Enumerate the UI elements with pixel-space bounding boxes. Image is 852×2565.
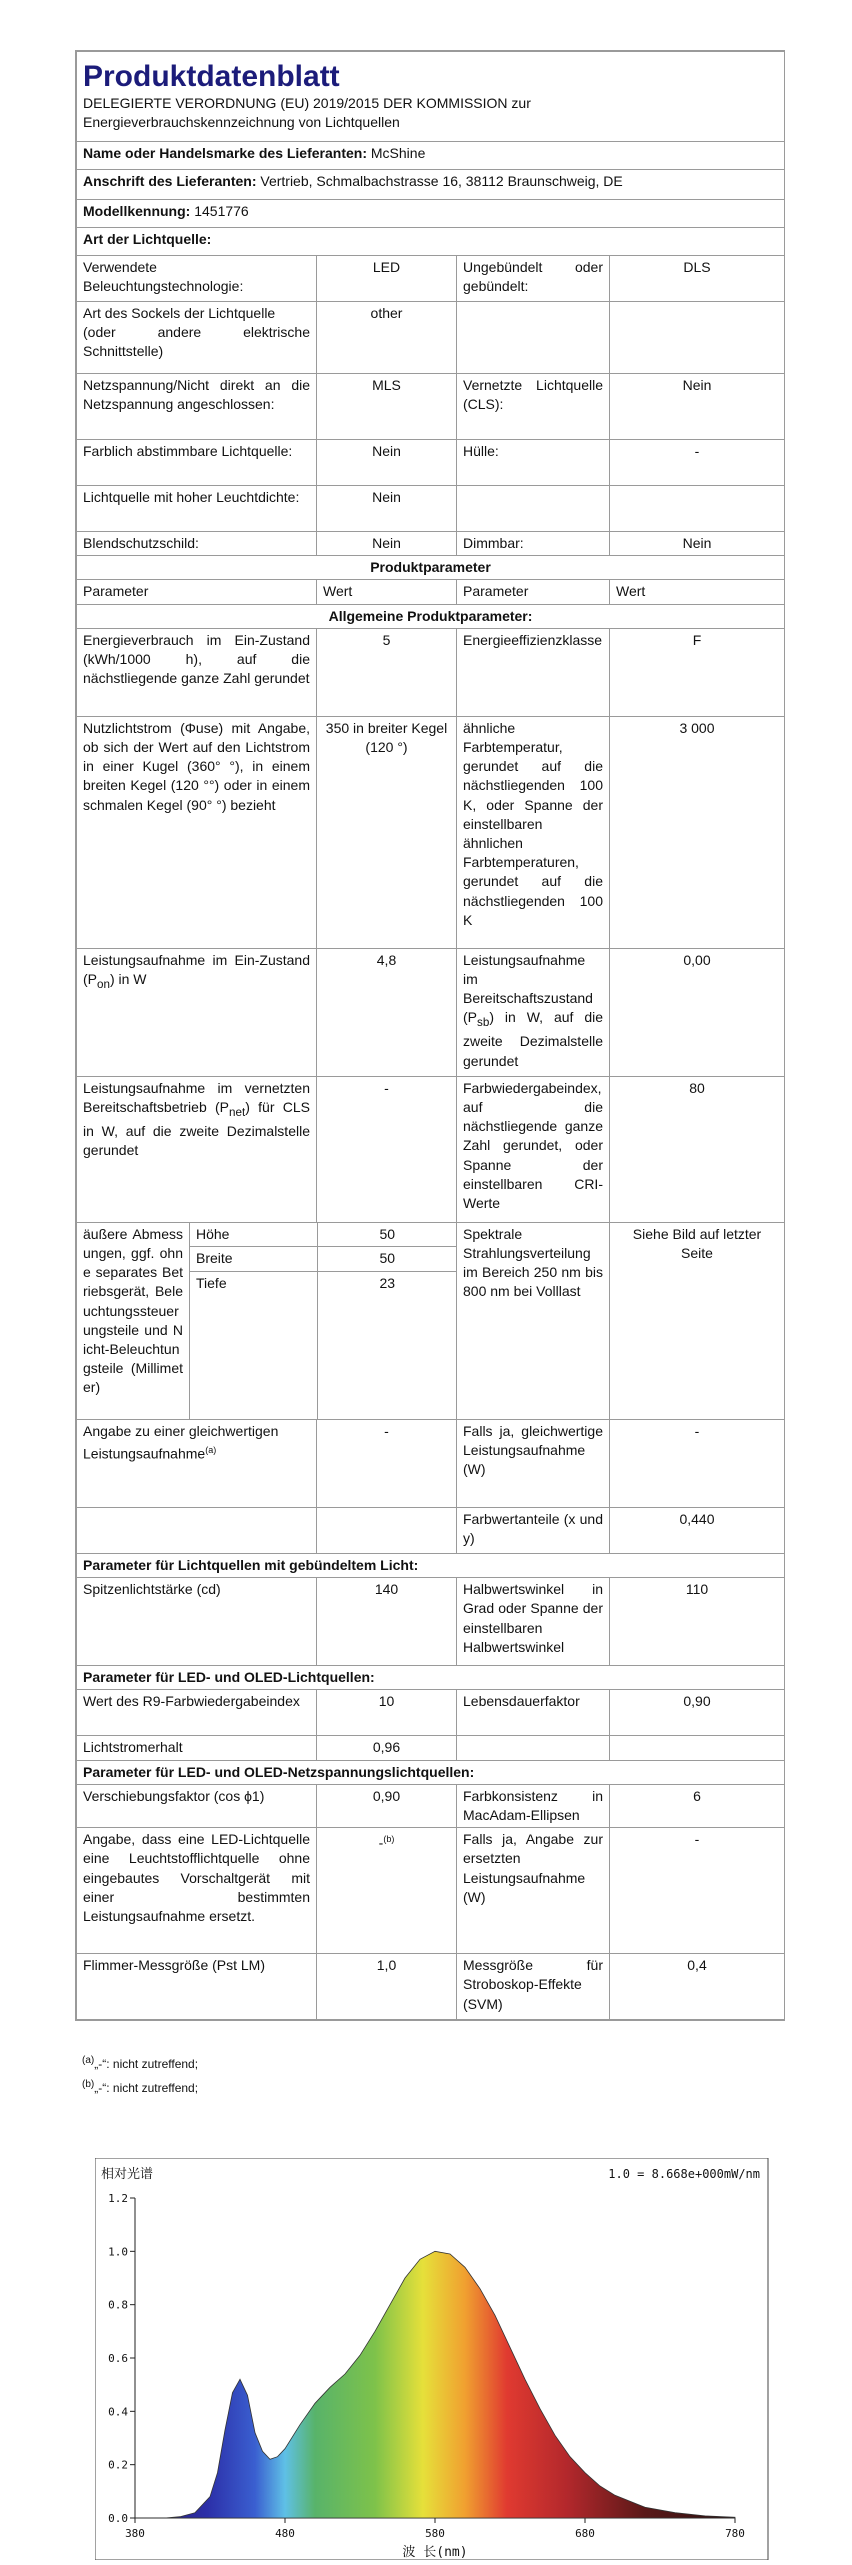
mains-value: MLS	[317, 374, 457, 440]
pnet-value: -	[317, 1076, 457, 1222]
tech-value: LED	[317, 256, 457, 302]
chart-title: 相对光谱	[101, 2167, 154, 2182]
y-tick-label: 1.2	[108, 2192, 128, 2205]
r9-label: Wert des R9-Farbwiedergabeindex	[77, 1690, 317, 1736]
regulation-line-2: Energieverbrauchskennzeichnung von Lichtquellen	[83, 114, 400, 130]
spd-value: Siehe Bild auf letzter Seite	[610, 1222, 785, 1419]
equivalent-value: -	[317, 1420, 457, 1508]
empty-cell	[610, 1736, 785, 1760]
equivalent-power-label: Falls ja, gleichwertige Leistungsaufnahme (W)	[457, 1420, 610, 1508]
supplier-name-row	[77, 142, 785, 170]
height-value: 50	[317, 1223, 457, 1247]
replacement-power-label: Falls ja, Angabe zur ersetzten Leistungsaufnahme (W)	[457, 1828, 610, 1954]
cls-value: Nein	[610, 374, 785, 440]
lumen-maintenance-value: 0,96	[317, 1736, 457, 1760]
regulation-line-1: DELEGIERTE VERORDNUNG (EU) 2019/2015 DER KOMMISSION zur	[83, 95, 531, 111]
beam-angle-label: Halbwertswinkel in Grad oder Spanne der einstellbaren Halbwertswinkel	[457, 1578, 610, 1666]
beam-angle-value: 110	[610, 1578, 785, 1666]
spectrum-chart-svg	[95, 2158, 775, 2560]
cct-label: ähnliche Farbtemperatur, gerundet auf die nächstliegenden 100 K, oder Spanne der einstellbaren ähnlichen Farbtemperaturen, gerundet auf die nächstliegenden 100 K	[457, 716, 610, 948]
y-tick-label: 0.6	[108, 2352, 128, 2365]
svm-value: 0,4	[610, 1954, 785, 2020]
svm-label: Messgröße für Stroboskop-Effekte (SVM)	[457, 1954, 610, 2020]
width-value: 50	[317, 1247, 457, 1271]
dimensions-table	[190, 1223, 457, 1419]
peak-intensity-value: 140	[317, 1578, 457, 1666]
flux-label: Nutzlichtstrom (Φuse) mit Angabe, ob sich der Wert auf den Lichtstrom in einer Kugel (360° °), in einem breiten Kegel (120 °°) oder in einem schmalen Kegel (90° °) bezieht	[77, 716, 317, 948]
page-title: Produktdatenblatt	[83, 60, 340, 93]
lightsource-heading: Art der Lichtquelle:	[77, 228, 785, 256]
spectrum-area	[135, 2251, 735, 2518]
empty-cell	[317, 1508, 457, 1554]
lifetime-factor-label: Lebensdauerfaktor	[457, 1690, 610, 1736]
equivalent-power-value: -	[610, 1420, 785, 1508]
energy-on-value: 5	[317, 628, 457, 716]
focus-value: DLS	[610, 256, 785, 302]
lumen-maintenance-label: Lichtstromerhalt	[77, 1736, 317, 1760]
replacement-value: -$^{(b)}$	[317, 1828, 457, 1954]
glare-value: Nein	[317, 532, 457, 556]
pnet-label: Leistungsaufnahme im vernetzten Bereitschaftsbetrieb $(P_{net})$ für CLS in W, auf die zweite Dezimalstelle gerundet	[77, 1076, 317, 1222]
spectrum-chart	[95, 2158, 775, 2560]
cosphi-label: Verschiebungsfaktor (cos ϕ1)	[77, 1784, 317, 1827]
empty-cell	[77, 1508, 317, 1554]
macadam-label: Farbkonsistenz in MacAdam-Ellipsen	[457, 1784, 610, 1827]
empty-cell	[457, 302, 610, 374]
y-tick-label: 1.0	[108, 2245, 128, 2259]
x-tick-label: 380	[125, 2527, 145, 2540]
general-params-heading: Allgemeine Produktparameter:	[77, 604, 785, 628]
depth-value: 23	[317, 1271, 457, 1419]
dimensions-cell	[190, 1222, 457, 1419]
y-tick-label: 0.8	[108, 2298, 128, 2312]
replacement-label: Angabe, dass eine LED-Lichtquelle eine Leuchtstofflichtquelle ohne eingebautes Vorschaltgerät mit einer bestimmten Leistungsaufnahme ersetzt.	[77, 1828, 317, 1954]
socket-label	[77, 302, 317, 374]
x-tick-label: 480	[275, 2527, 295, 2540]
footnote-b: $^{(b)}$„-“: nicht zutreffend;	[82, 2079, 199, 2095]
envelope-label: Hülle:	[457, 440, 610, 486]
led-heading: Parameter für LED- und OLED-Lichtquellen:	[77, 1666, 785, 1690]
replacement-power-value: -	[610, 1828, 785, 1954]
flicker-label: Flimmer-Messgröße (Pst LM)	[77, 1954, 317, 2020]
focus-label: Ungebündelt oder gebündelt:	[457, 256, 610, 302]
r9-value: 10	[317, 1690, 457, 1736]
y-tick-label: 0.4	[108, 2405, 128, 2419]
chart-xlabel: 波 长(nm)	[402, 2545, 468, 2560]
pon-label: Leistungsaufnahme im Ein-Zustand $(P_{on})$ in W	[77, 948, 317, 1076]
product-data-sheet	[75, 50, 785, 2021]
mains-label: Netzspannung/Nicht direkt an die Netzspannung angeschlossen:	[77, 374, 317, 440]
width-label: Breite	[190, 1247, 317, 1271]
dimmable-label: Dimmbar:	[457, 532, 610, 556]
col-header-value: Wert	[317, 580, 457, 604]
efficiency-class-label: Energieeffizienzklasse	[457, 628, 610, 716]
socket-label-line-2: (oder andere elektrische Schnittstelle)	[83, 324, 310, 360]
socket-value: other	[317, 302, 457, 374]
model-label: Modellkennung:	[83, 203, 191, 219]
footnote-a: $^{(a)}$„-“: nicht zutreffend;	[82, 2055, 199, 2071]
lifetime-factor-value: 0,90	[610, 1690, 785, 1736]
peak-intensity-label: Spitzenlichtstärke (cd)	[77, 1578, 317, 1666]
efficiency-class-value: F	[610, 628, 785, 716]
sheet-header	[77, 52, 785, 142]
macadam-value: 6	[610, 1784, 785, 1827]
empty-cell	[610, 486, 785, 532]
col-header-parameter: Parameter	[457, 580, 610, 604]
mains-led-heading: Parameter für LED- und OLED-Netzspannungslichtquellen:	[77, 1760, 785, 1784]
chromaticity-label: Farbwertanteile (x und y)	[457, 1508, 610, 1554]
empty-cell	[610, 302, 785, 374]
pon-value: 4,8	[317, 948, 457, 1076]
y-tick-label: 0.2	[108, 2458, 128, 2472]
supplier-name-value: McShine	[370, 145, 426, 161]
energy-on-label: Energieverbrauch im Ein-Zustand (kWh/1000 h), auf die nächstliegende ganze Zahl gerundet	[77, 628, 317, 716]
socket-label-line-1: Art des Sockels der Lichtquelle	[83, 305, 276, 321]
product-params-heading: Produktparameter	[77, 556, 785, 580]
supplier-address-row	[77, 170, 785, 200]
spd-label: Spektrale Strahlungsverteilung im Bereich 250 nm bis 800 nm bei Volllast	[457, 1222, 610, 1419]
high-luminance-label: Lichtquelle mit hoher Leuchtdichte:	[77, 486, 317, 532]
col-header-parameter: Parameter	[77, 580, 317, 604]
data-sheet-table	[76, 51, 785, 2020]
x-tick-label: 580	[425, 2527, 445, 2540]
cri-label: Farbwiedergabeindex, auf die nächstliegende ganze Zahl gerundet, oder Spanne der einstellbaren CRI-Werte	[457, 1076, 610, 1222]
col-header-value: Wert	[610, 580, 785, 604]
dimensions-label: äußere Abmessungen, ggf. ohne separates Betriebsgerät, Beleuchtungssteuerungsteile und Nicht-Beleuchtungsteile (Millimeter)	[77, 1222, 190, 1419]
cosphi-value: 0,90	[317, 1784, 457, 1827]
height-label: Höhe	[190, 1223, 317, 1247]
psb-value: 0,00	[610, 948, 785, 1076]
depth-label: Tiefe	[190, 1271, 317, 1419]
supplier-name-label: Name oder Handelsmarke des Lieferanten:	[83, 145, 367, 161]
supplier-address-label: Anschrift des Lieferanten:	[83, 173, 257, 189]
cls-label: Vernetzte Lichtquelle (CLS):	[457, 374, 610, 440]
supplier-address-value: Vertrieb, Schmalbachstrasse 16, 38112 Braunschweig, DE	[260, 173, 623, 189]
dimmable-value: Nein	[610, 532, 785, 556]
envelope-value: -	[610, 440, 785, 486]
glare-label: Blendschutzschild:	[77, 532, 317, 556]
x-tick-label: 780	[725, 2527, 745, 2540]
empty-cell	[457, 486, 610, 532]
color-tunable-value: Nein	[317, 440, 457, 486]
chart-annotation: 1.0 = 8.668e+000mW/nm	[608, 2167, 760, 2181]
tech-label: Verwendete Beleuchtungstechnologie:	[77, 256, 317, 302]
psb-label: Leistungsaufnahme im Bereitschaftszustand $(P_{sb})$ in W, auf die zweite Dezimalstelle gerundet	[457, 948, 610, 1076]
model-row	[77, 200, 785, 228]
x-tick-label: 680	[575, 2527, 595, 2540]
model-value: 1451776	[194, 203, 249, 219]
y-tick-label: 0.0	[108, 2512, 128, 2525]
chromaticity-value: 0,440	[610, 1508, 785, 1554]
cct-value: 3 000	[610, 716, 785, 948]
cri-value: 80	[610, 1076, 785, 1222]
equivalent-label: Angabe zu einer gleichwertigen Leistungsaufnahme$^{(a)}$	[77, 1420, 317, 1508]
high-luminance-value: Nein	[317, 486, 457, 532]
directional-heading: Parameter für Lichtquellen mit gebündeltem Licht:	[77, 1554, 785, 1578]
empty-cell	[457, 1736, 610, 1760]
flux-value: 350 in breiter Kegel (120 °)	[317, 716, 457, 948]
flicker-value: 1,0	[317, 1954, 457, 2020]
color-tunable-label: Farblich abstimmbare Lichtquelle:	[77, 440, 317, 486]
